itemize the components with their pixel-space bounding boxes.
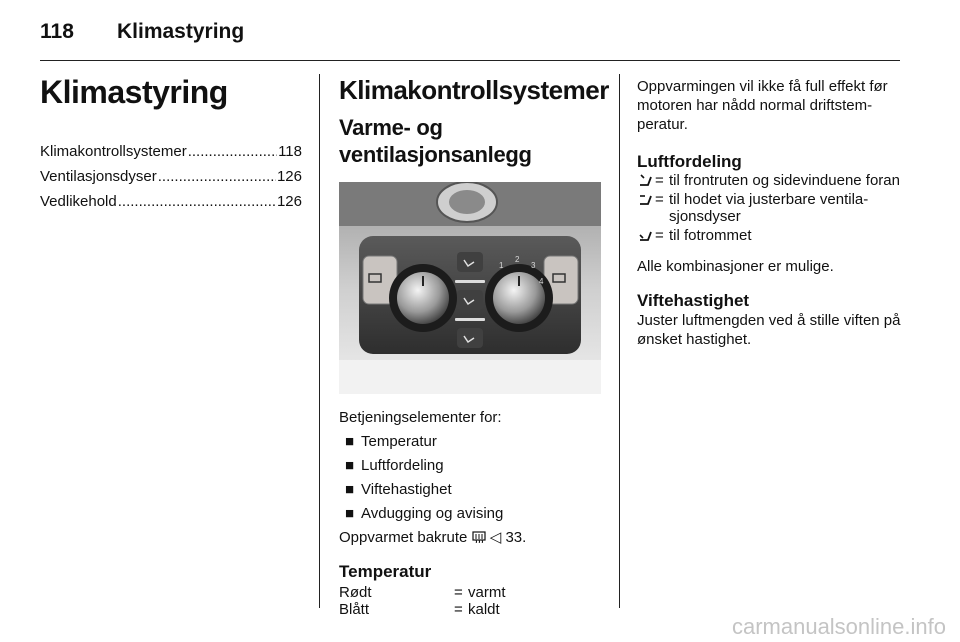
air-distribution-item xyxy=(637,191,905,225)
temperature-heading: Temperatur xyxy=(339,562,432,581)
chapter-title: Klimastyring xyxy=(40,74,228,110)
section-column xyxy=(339,74,609,618)
header-rule xyxy=(40,60,900,61)
toc-label: Vedlikehold xyxy=(40,193,117,210)
equals-sign: = xyxy=(454,584,463,601)
section-subtitle: Varme- og ventilasjonsanlegg xyxy=(339,115,532,167)
temperature-key: Rødt xyxy=(339,584,372,601)
temperature-value: varmt xyxy=(468,584,506,601)
footwell-airflow-icon xyxy=(637,227,655,243)
temperature-row xyxy=(339,601,601,618)
toc-label: Ventilasjonsdyser xyxy=(40,168,157,185)
watermark: carmanualsonline.info xyxy=(731,614,946,639)
windscreen-airflow-icon xyxy=(637,172,655,188)
list-item-text: Temperatur xyxy=(361,433,437,450)
svg-text:4: 4 xyxy=(539,277,544,286)
running-title: Klimastyring xyxy=(117,20,245,43)
bullet-marker: ■ xyxy=(345,481,355,498)
air-distribution-heading: Luftfordeling xyxy=(637,152,742,171)
air-distribution-text: til hodet via justerbare ventilasjonsdyser xyxy=(669,191,869,225)
list-item-text: Luftfordeling xyxy=(361,457,444,474)
toc-leader xyxy=(158,166,276,188)
list-item xyxy=(345,480,601,500)
toc-page: 126 xyxy=(276,168,302,185)
fan-speed-text: Juster luftmengden ved å stille viften på ønsket hastighet. xyxy=(637,312,901,348)
air-distribution-text: til fotrommet xyxy=(669,227,752,244)
column-divider-1 xyxy=(319,74,320,608)
svg-text:2: 2 xyxy=(515,255,520,264)
toc-entry[interactable] xyxy=(40,191,302,213)
list-item-text: Avdugging og avising xyxy=(361,505,504,522)
toc-leader xyxy=(118,191,276,213)
toc-page: 126 xyxy=(276,193,302,210)
reference-page-link[interactable]: 33. xyxy=(505,529,527,546)
fan-speed-heading: Viftehastighet xyxy=(637,291,750,310)
heating-note: Oppvarmingen vil ikke få full effekt før motoren har nådd normal driftstemperatur. xyxy=(637,78,888,133)
temperature-value: kaldt xyxy=(468,601,500,618)
details-column xyxy=(637,77,905,349)
rear-window-heater-icon xyxy=(472,531,486,543)
list-item xyxy=(345,504,601,524)
svg-text:1: 1 xyxy=(499,261,504,270)
toc-page: 118 xyxy=(278,143,302,160)
toc-label: Klimakontrollsystemer xyxy=(40,143,187,160)
controls-intro: Betjeningselementer for: xyxy=(339,409,502,426)
rear-window-line xyxy=(339,528,601,548)
equals-sign: = xyxy=(655,191,664,208)
rear-window-text: Oppvarmet bakrute xyxy=(339,529,468,546)
column-divider-2 xyxy=(619,74,620,608)
list-item-text: Viftehastighet xyxy=(361,481,452,498)
temperature-key: Blått xyxy=(339,601,370,618)
equals-sign: = xyxy=(454,601,463,618)
chapter-column xyxy=(40,74,302,216)
toc-leader xyxy=(188,141,277,163)
combinations-note: Alle kombinasjoner er mulige. xyxy=(637,258,834,275)
climate-control-panel-photo xyxy=(339,182,601,394)
toc-entry[interactable] xyxy=(40,166,302,188)
air-distribution-item xyxy=(637,172,905,189)
list-item xyxy=(345,456,601,476)
reference-arrow-icon: ◁ xyxy=(489,529,502,546)
equals-sign: = xyxy=(655,227,664,244)
bullet-marker: ■ xyxy=(345,433,355,450)
air-distribution-text: til frontruten og sidevinduene foran xyxy=(669,172,900,189)
svg-text:3: 3 xyxy=(531,261,536,270)
temperature-row xyxy=(339,584,601,601)
section-title: Klimakontrollsystemer xyxy=(339,75,609,105)
bullet-marker: ■ xyxy=(345,457,355,474)
equals-sign: = xyxy=(655,172,664,189)
page-number: 118 xyxy=(40,20,74,43)
head-airflow-icon xyxy=(637,191,655,207)
list-item xyxy=(345,432,601,452)
air-distribution-item xyxy=(637,227,905,244)
toc-entry[interactable] xyxy=(40,141,302,163)
bullet-marker: ■ xyxy=(345,505,355,522)
